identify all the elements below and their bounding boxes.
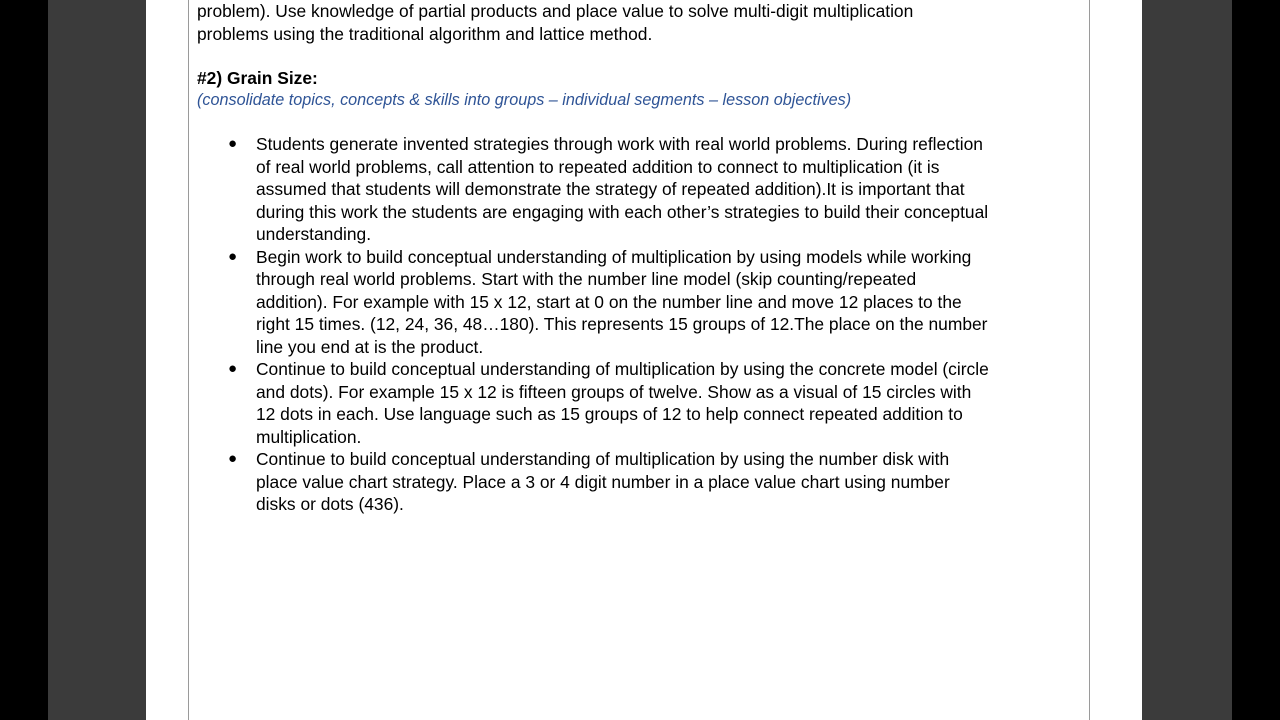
bullet-line: of real world problems, call attention to repeated addition to connect to multiplication (it is: [256, 156, 940, 177]
bullet-list: [197, 133, 1081, 516]
bullet-line: place value chart strategy. Place a 3 or 4 digit number in a place value chart using number: [256, 471, 950, 492]
list-item: [197, 448, 1081, 516]
bullet-line: line you end at is the product.: [256, 336, 484, 357]
list-item: [197, 358, 1081, 448]
bullet-line: Students generate invented strategies through work with real world problems. During reflection: [256, 134, 983, 154]
bullet-line: Continue to build conceptual understanding of multiplication by using the number disk with: [256, 449, 950, 469]
intro-line: problems using the traditional algorithm and lattice method.: [197, 23, 653, 44]
bullet-line: addition). For example with 15 x 12, start at 0 on the number line and move 12 places to the: [256, 291, 962, 312]
list-item: [197, 246, 1081, 359]
bullet-icon: ●: [228, 247, 238, 265]
bullet-icon: ●: [228, 360, 238, 377]
section-subheading: (consolidate topics, concepts & skills into groups – individual segments – lesson objectives): [197, 91, 852, 109]
bullet-icon: ●: [228, 450, 238, 467]
bullet-icon: ●: [228, 135, 238, 152]
left-viewer-margin: [48, 0, 146, 720]
bullet-line: and dots). For example 15 x 12 is fifteen groups of twelve. Show as a visual of 15 circles with: [256, 381, 972, 402]
document-content: [197, 0, 1081, 516]
bullet-line: understanding.: [256, 224, 372, 244]
bullet-line: multiplication.: [256, 426, 362, 447]
bullet-line: assumed that students will demonstrate the strategy of repeated addition).It is important that: [256, 179, 965, 199]
document-page: [146, 0, 1142, 720]
left-letterbox: [0, 0, 48, 720]
bullet-line: through real world problems. Start with the number line model (skip counting/repeated: [256, 269, 917, 289]
right-letterbox: [1232, 0, 1280, 720]
bullet-line: right 15 times. (12, 24, 36, 48…180). This represents 15 groups of 12.The place on the number: [256, 314, 988, 334]
intro-line: problem). Use knowledge of partial products and place value to solve multi-digit multiplication: [197, 1, 914, 21]
section-heading: #2) Grain Size:: [197, 68, 318, 88]
bullet-line: Continue to build conceptual understanding of multiplication by using the concrete model (circle: [256, 359, 989, 379]
bullet-line: disks or dots (436).: [256, 494, 404, 514]
bullet-line: 12 dots in each. Use language such as 15 groups of 12 to help connect repeated addition to: [256, 404, 963, 424]
bullet-line: during this work the students are engaging with each other’s strategies to build their conceptual: [256, 201, 989, 222]
list-item: [197, 133, 1081, 246]
right-viewer-margin: [1142, 0, 1232, 720]
bullet-line: Begin work to build conceptual understanding of multiplication by using models while working: [256, 246, 972, 267]
